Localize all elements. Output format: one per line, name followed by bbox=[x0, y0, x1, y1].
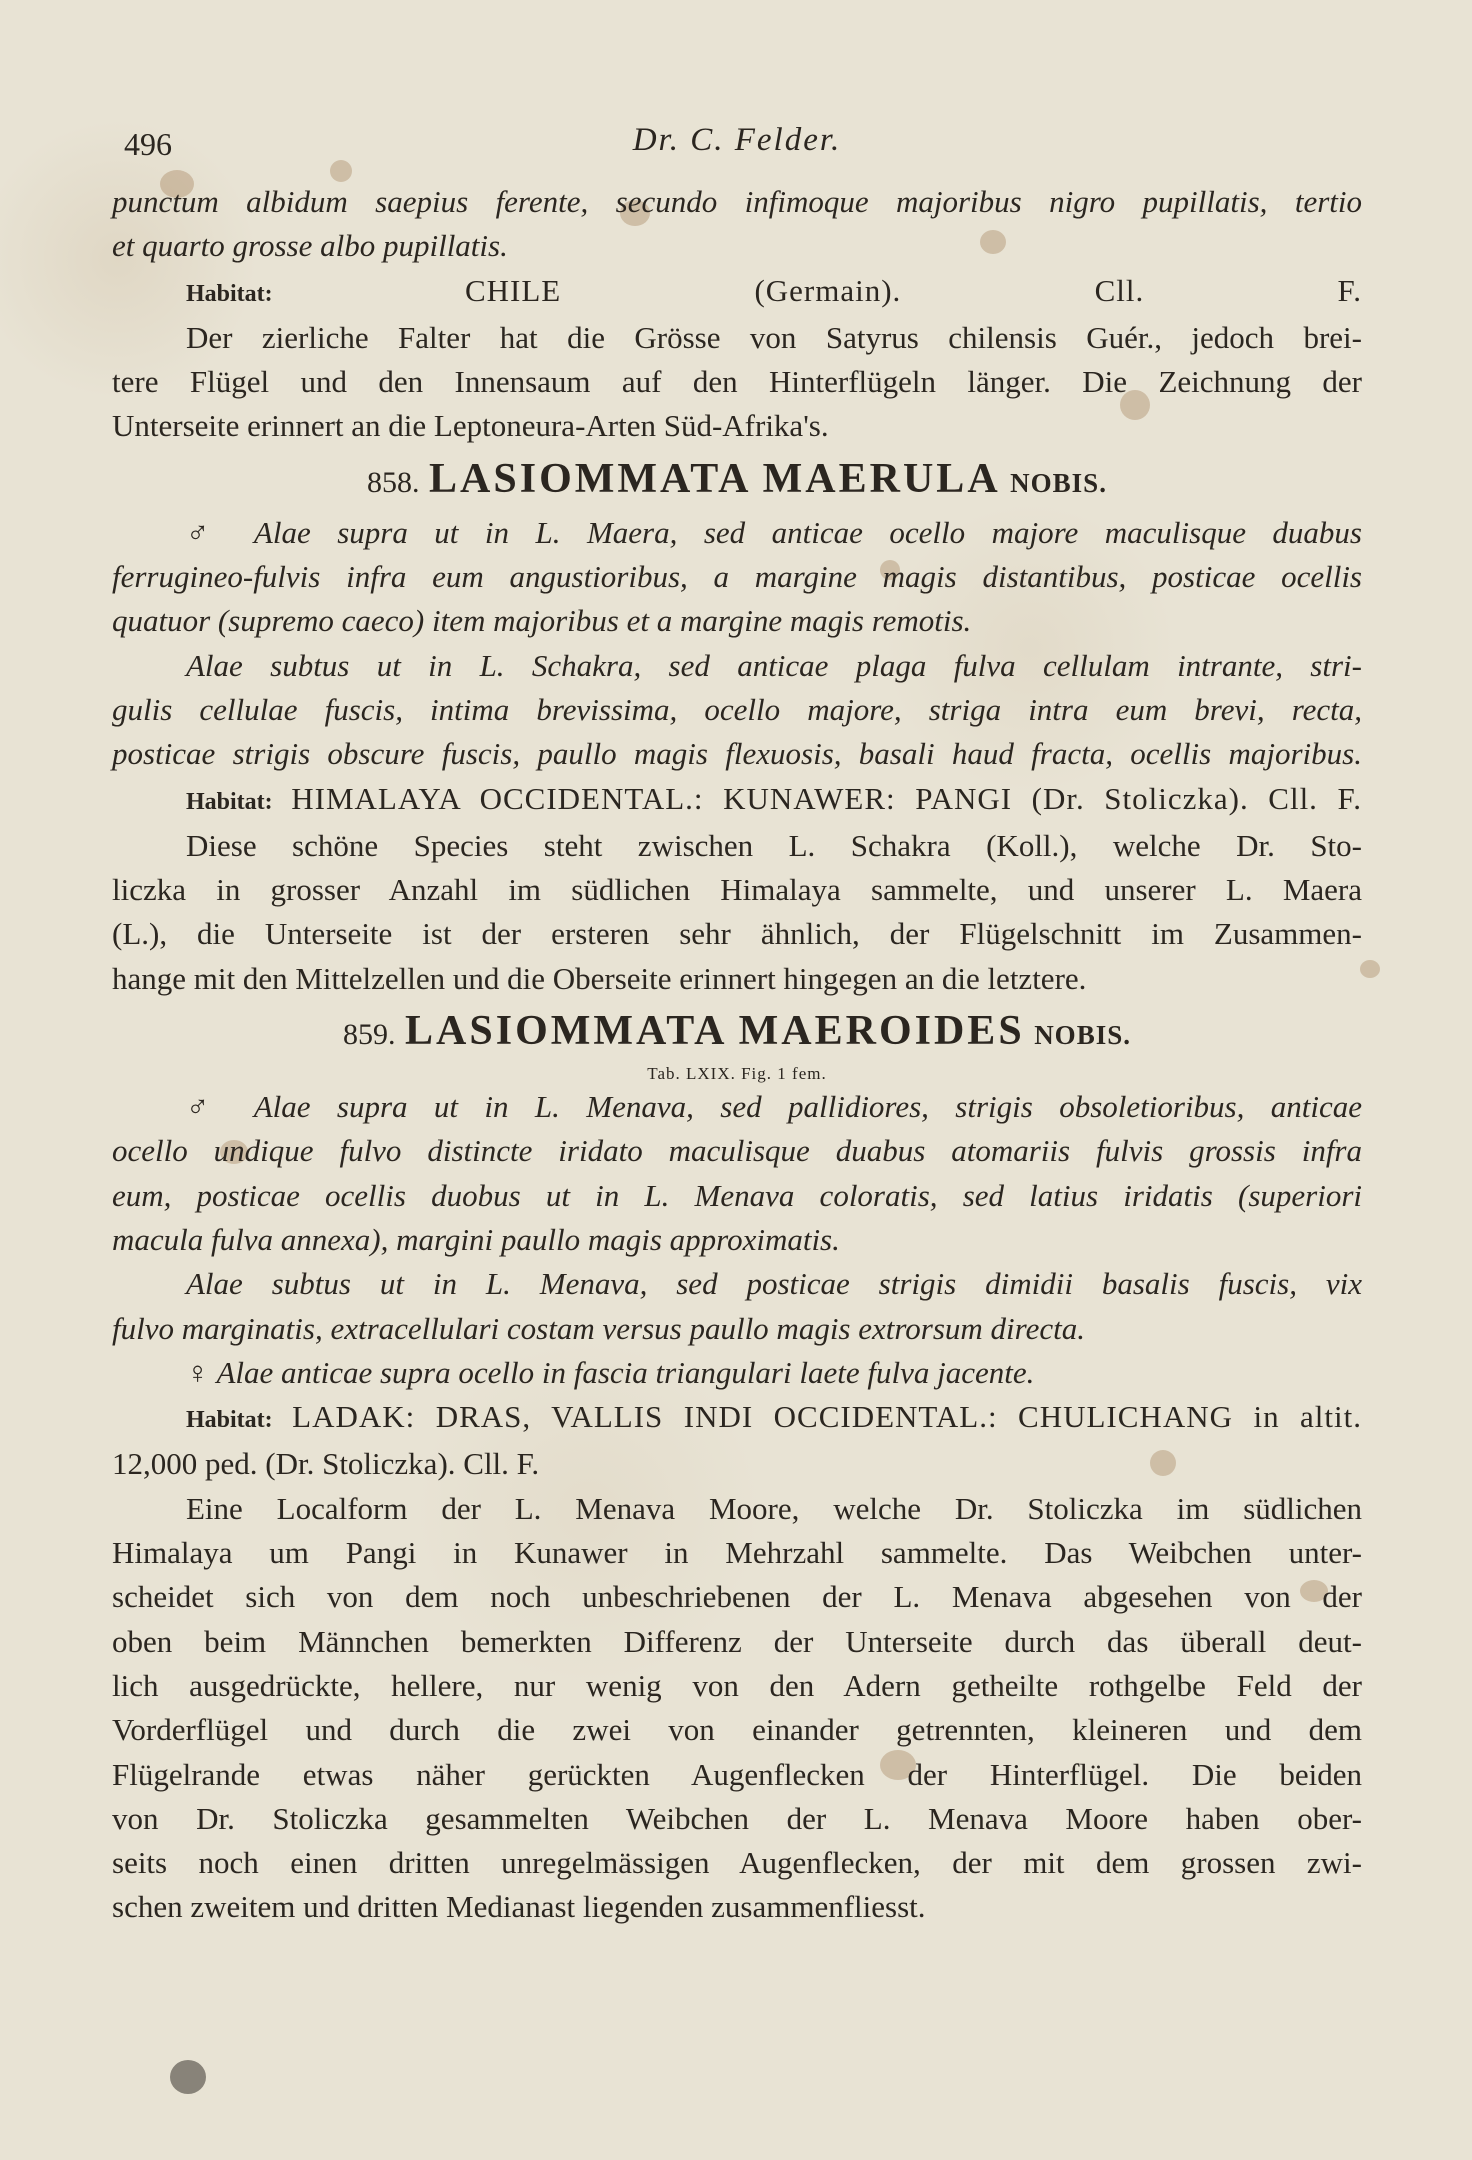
species2-latin-line: ocello undique fulvo distincte iridato maculisque duabus atomariis fulvis grossis infra bbox=[112, 1133, 1362, 1169]
species2-habitat bbox=[112, 1395, 1362, 1442]
intro-latin-line: punctum albidum saepius ferente, secundo infimoque majoribus nigro pupillatis, tertio bbox=[112, 184, 1362, 219]
species2-german-line: von Dr. Stoliczka gesammelten Weibchen der L. Menava Moore haben ober- bbox=[112, 1800, 1362, 1836]
species1-german-line: Diese schöne Species steht zwischen L. Schakra (Koll.), welche Dr. Sto- bbox=[186, 827, 1362, 863]
plate-reference: Tab. LXIX. Fig. 1 fem. bbox=[647, 1064, 827, 1084]
species2-german-line: schen zweitem und dritten Medianast liegenden zusammenfliesst. bbox=[112, 1889, 926, 1925]
habitat-label: Habitat: bbox=[186, 1407, 273, 1434]
intro-habitat bbox=[112, 269, 1362, 316]
text-block bbox=[112, 118, 1362, 1930]
species1-latin-line: posticae strigis obscure fuscis, paullo magis flexuosis, basali haud fracta, ocellis majoribus. bbox=[112, 736, 1362, 772]
species1-latin-line: gulis cellulae fuscis, intima brevissima, ocello majore, striga intra eum brevi, recta, bbox=[112, 691, 1362, 727]
species2-german-line: scheidet sich von dem noch unbeschriebenen der L. Menava abgesehen von der bbox=[112, 1579, 1362, 1615]
species2-latin-line: eum, posticae ocellis duobus ut in L. Menava coloratis, sed latius iridatis (superiori bbox=[112, 1177, 1362, 1213]
stain bbox=[1360, 960, 1380, 978]
habitat-value: LADAK: DRAS, VALLIS INDI OCCIDENTAL.: CHULICHANG in altit. bbox=[292, 1399, 1363, 1435]
species1-habitat bbox=[112, 777, 1362, 824]
species-author: NOBIS. bbox=[1034, 1020, 1131, 1051]
page-number: 496 bbox=[124, 126, 172, 162]
species-number: 859. bbox=[343, 1018, 396, 1052]
species2-habitat-line: 12,000 ped. (Dr. Stoliczka). Cll. F. bbox=[112, 1446, 540, 1482]
species1-latin-line: ♂ Alae supra ut in L. Maera, sed anticae ocello majore maculisque duabus bbox=[186, 514, 1362, 550]
species2-german-line: Vorderflügel und durch die zwei von einander getrennten, kleineren und dem bbox=[112, 1712, 1362, 1748]
species1-latin-line: quatuor (supremo caeco) item majoribus et a margine magis remotis. bbox=[112, 603, 972, 639]
species2-female-line: ♀ Alae anticae supra ocello in fascia triangulari laete fulva jacente. bbox=[186, 1354, 1035, 1390]
page-header bbox=[112, 118, 1362, 170]
species2-german-line: seits noch einen dritten unregelmässigen Augenflecken, der mit dem grossen zwi- bbox=[112, 1845, 1362, 1881]
habitat-value: HIMALAYA OCCIDENTAL.: KUNAWER: PANGI (Dr. Stoliczka). Cll. F. bbox=[291, 780, 1363, 816]
species1-german-line: hange mit den Mittelzellen und die Oberseite erinnert hingegen an die letztere. bbox=[112, 960, 1087, 996]
species2-german-line: Flügelrande etwas näher gerückten Augenflecken der Hinterflügel. Die beiden bbox=[112, 1756, 1362, 1792]
species1-german-line: liczka in grosser Anzahl im südlichen Himalaya sammelte, und unserer L. Maera bbox=[112, 872, 1362, 908]
species1-latin-line: ferrugineo-fulvis infra eum angustioribus, a margine magis distantibus, posticae ocellis bbox=[112, 559, 1362, 595]
intro-latin-line: et quarto grosse albo pupillatis. bbox=[112, 228, 508, 264]
species-name: LASIOMMATA MAEROIDES bbox=[405, 1008, 1025, 1055]
habitat-label: Habitat: bbox=[186, 788, 273, 815]
habitat-value: CHILE (Germain). Cll. F. bbox=[464, 272, 1362, 308]
species2-latin-line: Alae subtus ut in L. Menava, sed posticae strigis dimidii basalis fuscis, vix bbox=[186, 1266, 1362, 1302]
running-title: Dr. C. Felder. bbox=[632, 122, 842, 158]
species1-german-line: (L.), die Unterseite ist der ersteren sehr ähnlich, der Flügelschnitt im Zusammen- bbox=[112, 916, 1362, 952]
intro-german-line: tere Flügel und den Innensaum auf den Hinterflügeln länger. Die Zeichnung der bbox=[112, 364, 1362, 400]
species2-latin-line: ♂ Alae supra ut in L. Menava, sed pallidiores, strigis obsoletioribus, anticae bbox=[186, 1089, 1362, 1125]
species2-latin-line: fulvo marginatis, extracellulari costam versus paullo magis extrorsum directa. bbox=[112, 1310, 1085, 1346]
species2-german-line: Eine Localform der L. Menava Moore, welche Dr. Stoliczka im südlichen bbox=[186, 1490, 1362, 1526]
species2-german-line: Himalaya um Pangi in Kunawer in Mehrzahl sammelte. Das Weibchen unter- bbox=[112, 1535, 1362, 1571]
species2-german-line: oben beim Männchen bemerkten Differenz der Unterseite durch das überall deut- bbox=[112, 1623, 1362, 1659]
species-title-859 bbox=[112, 1005, 1362, 1061]
intro-german-line: Unterseite erinnert an die Leptoneura-Arten Süd-Afrika's. bbox=[112, 408, 829, 444]
stain bbox=[170, 2060, 206, 2094]
intro-german-line: Der zierliche Falter hat die Grösse von Satyrus chilensis Guér., jedoch brei- bbox=[186, 319, 1362, 355]
species-title-858 bbox=[112, 453, 1362, 509]
habitat-label: Habitat: bbox=[186, 280, 273, 307]
species2-german-line: lich ausgedrückte, hellere, nur wenig von den Adern getheilte rothgelbe Feld der bbox=[112, 1667, 1362, 1703]
species-name: LASIOMMATA MAERULA bbox=[429, 455, 1001, 502]
species-number: 858. bbox=[367, 465, 420, 499]
species2-latin-line: macula fulva annexa), margini paullo magis approximatis. bbox=[112, 1221, 840, 1257]
species-author: NOBIS. bbox=[1010, 467, 1107, 498]
species1-latin-line: Alae subtus ut in L. Schakra, sed anticae plaga fulva cellulam intrante, stri- bbox=[186, 647, 1362, 683]
